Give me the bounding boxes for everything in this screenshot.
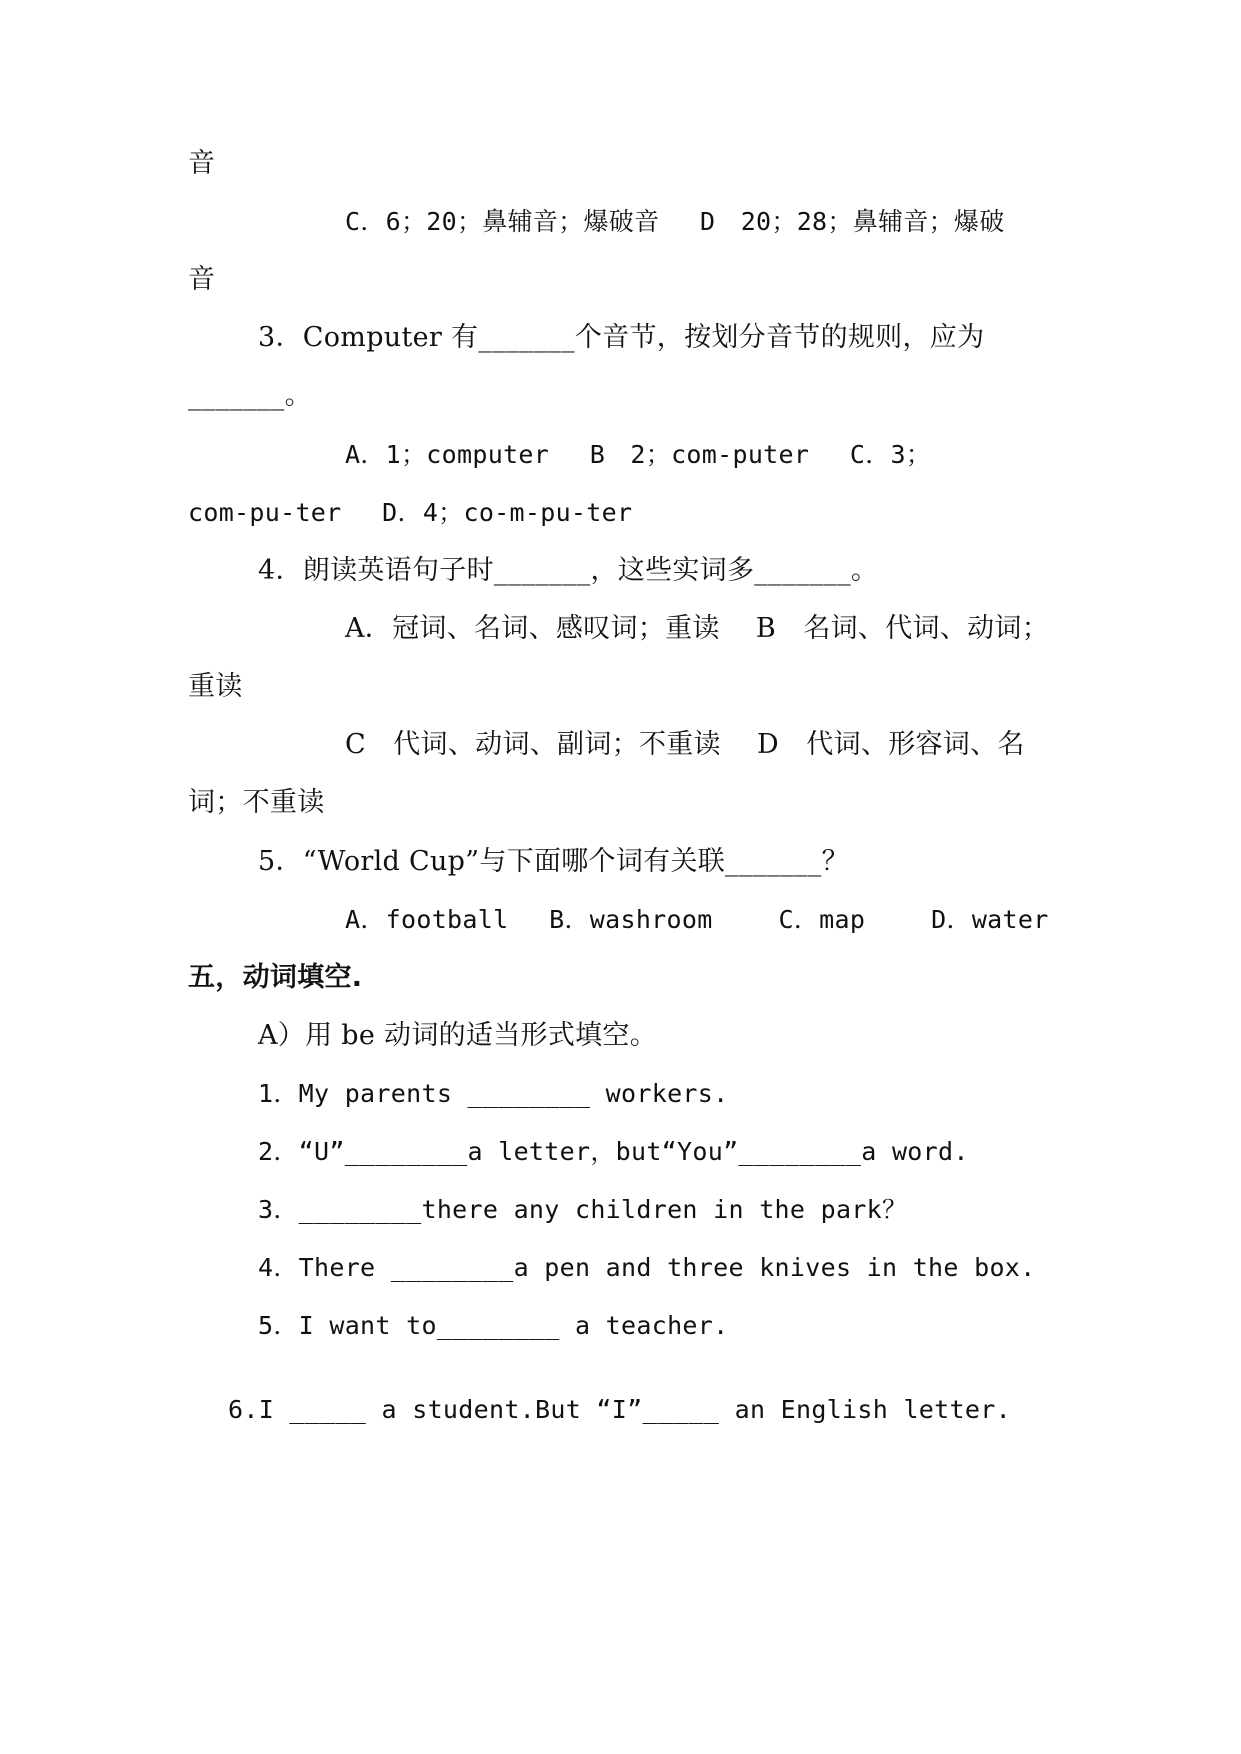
section-title: 五，动词填空. <box>188 962 363 993</box>
question-4-options-continued: 重读 <box>188 671 243 702</box>
option-line: C．6；20；鼻辅音；爆破音 D 20；28；鼻辅音；爆破 <box>345 207 1005 236</box>
question-3-options: A．1；computer B 2；com-puter C．3； <box>345 440 932 469</box>
question-3-continued: _______。 <box>188 380 312 411</box>
fill-item-1: 1．My parents ________ workers. <box>258 1079 729 1108</box>
question-4-options: A．冠词、名词、感叹词；重读 B 名词、代词、动词； <box>345 613 1050 644</box>
question-3-options-continued: com-pu-ter D．4；co-m-pu-ter <box>188 498 633 527</box>
text-line: 音 <box>188 264 216 295</box>
text-line: 音 <box>188 148 216 179</box>
fill-item-2: 2．“U”________a letter，but“You”________a word. <box>258 1137 969 1166</box>
fill-item-6: 6.I _____ a student.But “I”_____ an English letter. <box>228 1395 1011 1424</box>
question-4-options-2-continued: 词；不重读 <box>188 787 325 818</box>
question-5: 5．“World Cup”与下面哪个词有关联_______？ <box>258 846 849 877</box>
question-4: 4．朗读英语句子时_______，这些实词多_______。 <box>258 555 879 586</box>
question-5-options: A．football B．washroom C．map D．water <box>345 905 1049 934</box>
section-instruction: A）用 be 动词的适当形式填空。 <box>258 1020 658 1051</box>
fill-item-3: 3．________there any children in the park？ <box>258 1195 908 1224</box>
question-3: 3．Computer 有_______个音节，按划分音节的规则，应为 <box>258 322 985 353</box>
fill-item-5: 5．I want to________ a teacher. <box>258 1311 729 1340</box>
fill-item-4: 4．There ________a pen and three knives in the box. <box>258 1253 1036 1282</box>
question-4-options-2: C 代词、动词、副词；不重读 D 代词、形容词、名 <box>345 729 1025 760</box>
